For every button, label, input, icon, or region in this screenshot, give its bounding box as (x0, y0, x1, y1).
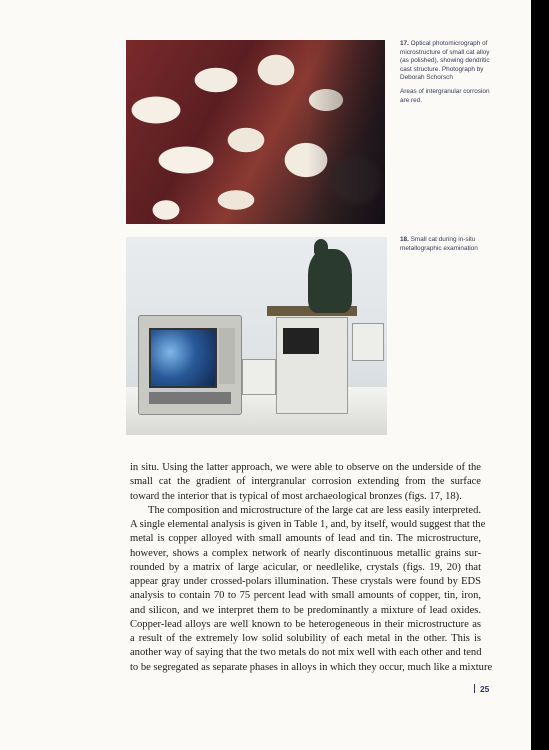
body-line: and silicon, and we interpret them to be predominantly a mixture of lead oxides. (130, 604, 481, 616)
body-line: analysis to contain 70 to 75 percent lead with small amounts of copper, tin, iron, (130, 590, 481, 602)
bronze-cat-statue (308, 249, 352, 313)
figure-17-photomicrograph (126, 40, 385, 224)
body-line: toward the interior that is typical of most archaeological bronzes (figs. 17, 18). (130, 490, 462, 502)
body-line: The composition and microstructure of the large cat are less easily interpreted. (148, 504, 481, 516)
body-line: Copper-lead alloys are well known to be heterogeneous in their microstructure as (130, 618, 481, 630)
figure-18-caption (400, 236, 500, 258)
body-line: appear gray under crossed-polars illumination. These crystals were found by EDS (130, 576, 481, 587)
body-line: in situ. Using the latter approach, we were able to observe on the underside of the (130, 462, 481, 473)
monitor-panel (219, 328, 235, 384)
figure-18-caption-text: Small cat during in-situ metallographic examination (400, 236, 478, 252)
footer-rule (474, 684, 475, 693)
body-text (130, 461, 493, 675)
control-unit (242, 359, 276, 395)
body-line: rounded by a matrix of large acicular, or needlelike, crystals (figs. 19, 20) that (130, 561, 481, 573)
video-monitor (138, 315, 242, 415)
body-line: to be segregated as separate phases in alloys in which they occur, much like a mixture (130, 661, 493, 673)
body-line: metal is copper alloyed with small amounts of lead and tin. The microstructure, (130, 533, 481, 545)
microscope (276, 317, 348, 414)
figure-17-note: Areas of intergranular corrosion are red. (400, 87, 490, 104)
figure-17-number: 17. (400, 40, 409, 47)
body-line: a result of the extremely low solid solubility of each metal in the other. This is (130, 633, 481, 644)
monitor-screen (149, 328, 217, 388)
body-line: small cat the gradient of intergranular corrosion extending from the surface (130, 476, 481, 488)
body-line: A single elemental analysis is given in Table 1, and, by itself, would suggest that the (130, 519, 486, 530)
body-line: another way of saying that the two metals do not mix well with each other and tend (130, 647, 482, 659)
body-line: however, shows a complex network of nearly discontinuous metallic grains sur- (130, 547, 481, 559)
figure-18-photo (126, 237, 387, 435)
page-footer (474, 684, 489, 694)
page-number: 25 (480, 684, 490, 694)
microscope-display (283, 328, 319, 354)
figure-17-caption (400, 40, 500, 110)
figure-18-number: 18. (400, 236, 409, 243)
monitor-base (149, 392, 231, 404)
figure-17-caption-text: Optical photomicrograph of microstructure of small cat alloy (as polished), showing dendritic cast structure. Photograph by Deborah Schorsch (400, 40, 490, 82)
equipment-box (352, 323, 384, 361)
